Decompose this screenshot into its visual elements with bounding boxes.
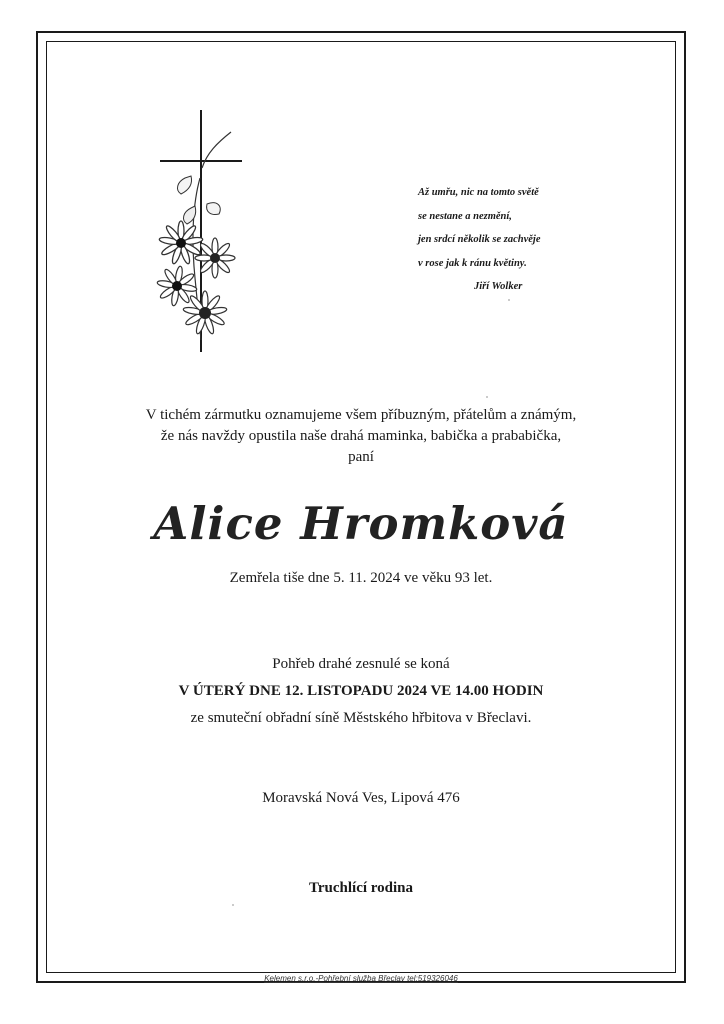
poem-line: se nestane a nezmění, <box>418 210 512 222</box>
poem-author: Jiří Wolker <box>474 281 523 292</box>
death-date-text: Zemřela tiše dne 5. 11. 2024 ve věku 93 let. <box>229 570 493 586</box>
funeral-place: ze smuteční obřadní síně Městského hřbitova v Břeclavi. <box>190 710 532 726</box>
scan-speck <box>486 396 488 398</box>
deceased-name: Alice Hromková <box>153 497 569 550</box>
poem <box>418 181 618 299</box>
poem-line: jen srdcí několik se zachvěje <box>418 234 541 245</box>
announcement-line: že nás navždy opustila naše drahá maminka, babička a prababička, <box>160 428 562 444</box>
signature: Truchlící rodina <box>308 880 414 896</box>
announcement-line: paní <box>348 449 374 465</box>
footer-text: Kelemen s.r.o.-Pohřební služba Břeclav tel:519326046 <box>264 974 458 983</box>
scan-speck <box>232 904 234 906</box>
poem-line: v rose jak k ránu květiny. <box>418 257 527 269</box>
funeral-datetime: V ÚTERÝ DNE 12. LISTOPADU 2024 VE 14.00 HODIN <box>178 683 544 699</box>
announcement-line: V tichém zármutku oznamujeme všem příbuzným, přátelům a známým, <box>145 407 577 423</box>
announcement-text <box>46 405 676 468</box>
scan-speck <box>508 299 510 301</box>
poem-line: Až umřu, nic na tomto světě <box>418 187 539 198</box>
footer-credit <box>46 973 676 984</box>
funeral-info <box>46 651 676 732</box>
family-address: Moravská Nová Ves, Lipová 476 <box>262 790 460 806</box>
cross-with-flowers-icon <box>155 108 250 356</box>
funeral-intro: Pohřeb drahé zesnulé se koná <box>272 656 450 672</box>
